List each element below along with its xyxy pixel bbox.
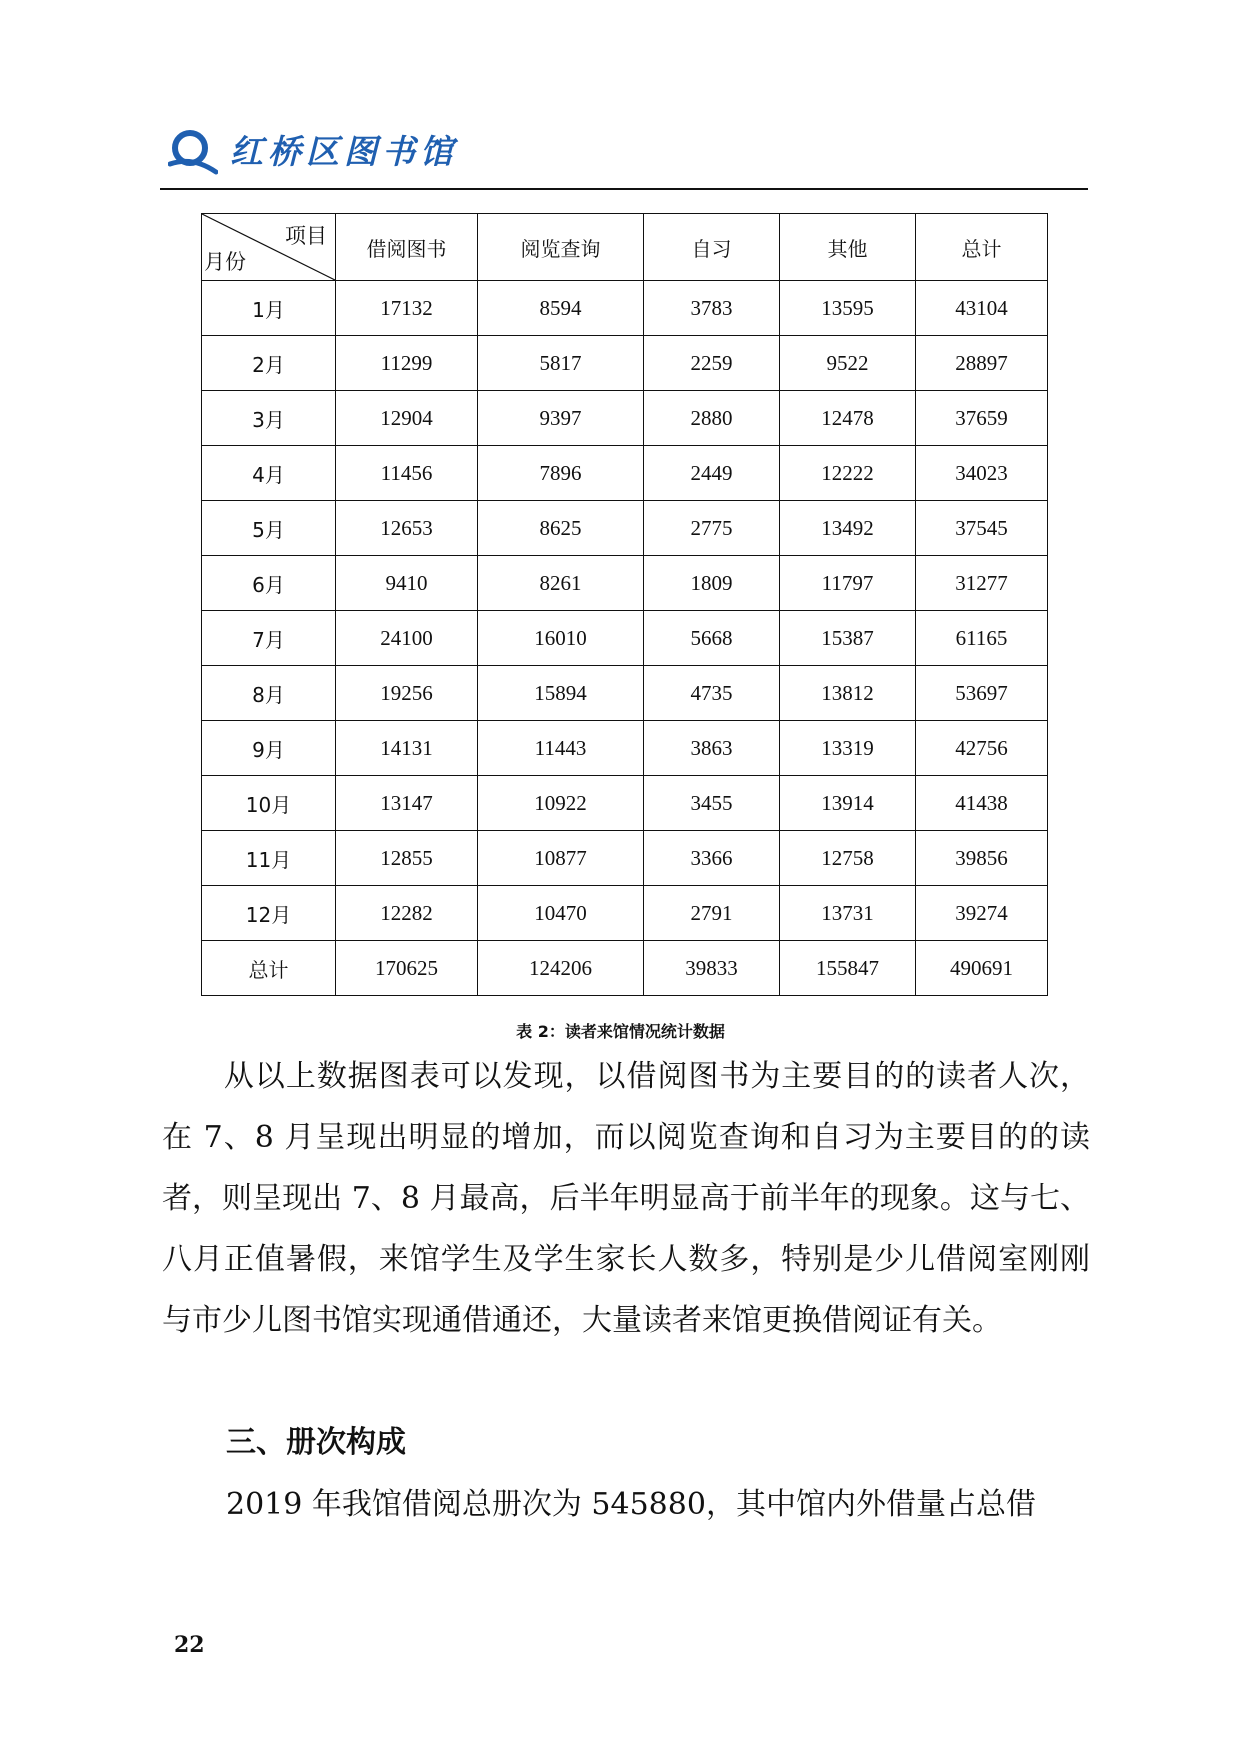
table-row <box>202 556 1048 611</box>
month-cell: 9月 <box>202 721 336 776</box>
value-cell: 34023 <box>916 446 1048 501</box>
page-number: 22 <box>174 1632 205 1658</box>
column-header: 其他 <box>780 214 916 281</box>
value-cell: 2259 <box>644 336 780 391</box>
value-cell: 11797 <box>780 556 916 611</box>
value-cell: 42756 <box>916 721 1048 776</box>
table-row <box>202 446 1048 501</box>
total-cell: 155847 <box>780 941 916 996</box>
value-cell: 13812 <box>780 666 916 721</box>
value-cell: 13914 <box>780 776 916 831</box>
value-cell: 11443 <box>478 721 644 776</box>
value-cell: 37545 <box>916 501 1048 556</box>
value-cell: 19256 <box>336 666 478 721</box>
corner-label-month: 月份 <box>204 250 246 274</box>
value-cell: 12904 <box>336 391 478 446</box>
analysis-paragraph: 从以上数据图表可以发现，以借阅图书为主要目的的读者人次，在 7、8 月呈现出明显的增加，而以阅览查询和自习为主要目的的读者，则呈现出 7、8 月最高，后半年明显高于前半年的现象。这与七、八月正值暑假，来馆学生及学生家长人数多，特别是少儿借阅室刚刚与市少儿图书馆实现通借通还，大量读者来馆更换借阅证有关。 <box>162 1059 1090 1338</box>
value-cell: 61165 <box>916 611 1048 666</box>
table-row <box>202 831 1048 886</box>
month-cell: 12月 <box>202 886 336 941</box>
value-cell: 5668 <box>644 611 780 666</box>
value-cell: 17132 <box>336 281 478 336</box>
value-cell: 16010 <box>478 611 644 666</box>
page-header <box>168 126 458 176</box>
month-cell: 2月 <box>202 336 336 391</box>
corner-label-item: 项目 <box>285 224 327 248</box>
value-cell: 43104 <box>916 281 1048 336</box>
value-cell: 12855 <box>336 831 478 886</box>
value-cell: 1809 <box>644 556 780 611</box>
month-cell: 7月 <box>202 611 336 666</box>
value-cell: 37659 <box>916 391 1048 446</box>
value-cell: 11456 <box>336 446 478 501</box>
value-cell: 39856 <box>916 831 1048 886</box>
value-cell: 12282 <box>336 886 478 941</box>
value-cell: 15387 <box>780 611 916 666</box>
value-cell: 2775 <box>644 501 780 556</box>
value-cell: 24100 <box>336 611 478 666</box>
value-cell: 9410 <box>336 556 478 611</box>
table-row <box>202 776 1048 831</box>
value-cell: 3783 <box>644 281 780 336</box>
column-header: 总计 <box>916 214 1048 281</box>
value-cell: 8261 <box>478 556 644 611</box>
value-cell: 8594 <box>478 281 644 336</box>
month-cell: 6月 <box>202 556 336 611</box>
value-cell: 53697 <box>916 666 1048 721</box>
value-cell: 12758 <box>780 831 916 886</box>
value-cell: 3863 <box>644 721 780 776</box>
total-cell: 490691 <box>916 941 1048 996</box>
value-cell: 41438 <box>916 776 1048 831</box>
diagonal-header-cell <box>202 214 336 281</box>
value-cell: 12653 <box>336 501 478 556</box>
table-caption: 表 2：读者来馆情况统计数据 <box>516 1022 725 1041</box>
total-cell: 124206 <box>478 941 644 996</box>
month-cell: 4月 <box>202 446 336 501</box>
value-cell: 9522 <box>780 336 916 391</box>
q-swoosh-logo-icon <box>168 126 218 176</box>
value-cell: 7896 <box>478 446 644 501</box>
table-row <box>202 886 1048 941</box>
value-cell: 9397 <box>478 391 644 446</box>
value-cell: 14131 <box>336 721 478 776</box>
header-divider <box>160 188 1088 190</box>
table-row <box>202 391 1048 446</box>
table-header-row <box>202 214 1048 281</box>
value-cell: 12222 <box>780 446 916 501</box>
total-cell: 170625 <box>336 941 478 996</box>
table-row <box>202 666 1048 721</box>
total-cell: 39833 <box>644 941 780 996</box>
value-cell: 2880 <box>644 391 780 446</box>
value-cell: 15894 <box>478 666 644 721</box>
month-cell: 1月 <box>202 281 336 336</box>
value-cell: 13731 <box>780 886 916 941</box>
table-row <box>202 721 1048 776</box>
month-cell: 3月 <box>202 391 336 446</box>
month-cell: 5月 <box>202 501 336 556</box>
value-cell: 3366 <box>644 831 780 886</box>
table-row <box>202 281 1048 336</box>
month-cell: 11月 <box>202 831 336 886</box>
total-row <box>202 941 1048 996</box>
value-cell: 4735 <box>644 666 780 721</box>
value-cell: 39274 <box>916 886 1048 941</box>
value-cell: 31277 <box>916 556 1048 611</box>
library-name: 红桥区图书馆 <box>230 131 458 171</box>
total-label: 总计 <box>202 941 336 996</box>
value-cell: 13319 <box>780 721 916 776</box>
value-cell: 12478 <box>780 391 916 446</box>
value-cell: 8625 <box>478 501 644 556</box>
value-cell: 10877 <box>478 831 644 886</box>
value-cell: 13492 <box>780 501 916 556</box>
value-cell: 11299 <box>336 336 478 391</box>
table-row <box>202 501 1048 556</box>
month-cell: 10月 <box>202 776 336 831</box>
value-cell: 3455 <box>644 776 780 831</box>
column-header: 借阅图书 <box>336 214 478 281</box>
section-heading: 三、册次构成 <box>226 1425 406 1460</box>
table-row <box>202 611 1048 666</box>
value-cell: 5817 <box>478 336 644 391</box>
value-cell: 13147 <box>336 776 478 831</box>
volume-paragraph: 2019 年我馆借阅总册次为 545880，其中馆内外借量占总借 <box>226 1487 1036 1522</box>
table-row <box>202 336 1048 391</box>
value-cell: 13595 <box>780 281 916 336</box>
month-cell: 8月 <box>202 666 336 721</box>
reader-statistics-table <box>201 213 1048 996</box>
value-cell: 10470 <box>478 886 644 941</box>
value-cell: 2449 <box>644 446 780 501</box>
value-cell: 28897 <box>916 336 1048 391</box>
value-cell: 2791 <box>644 886 780 941</box>
column-header: 阅览查询 <box>478 214 644 281</box>
value-cell: 10922 <box>478 776 644 831</box>
column-header: 自习 <box>644 214 780 281</box>
